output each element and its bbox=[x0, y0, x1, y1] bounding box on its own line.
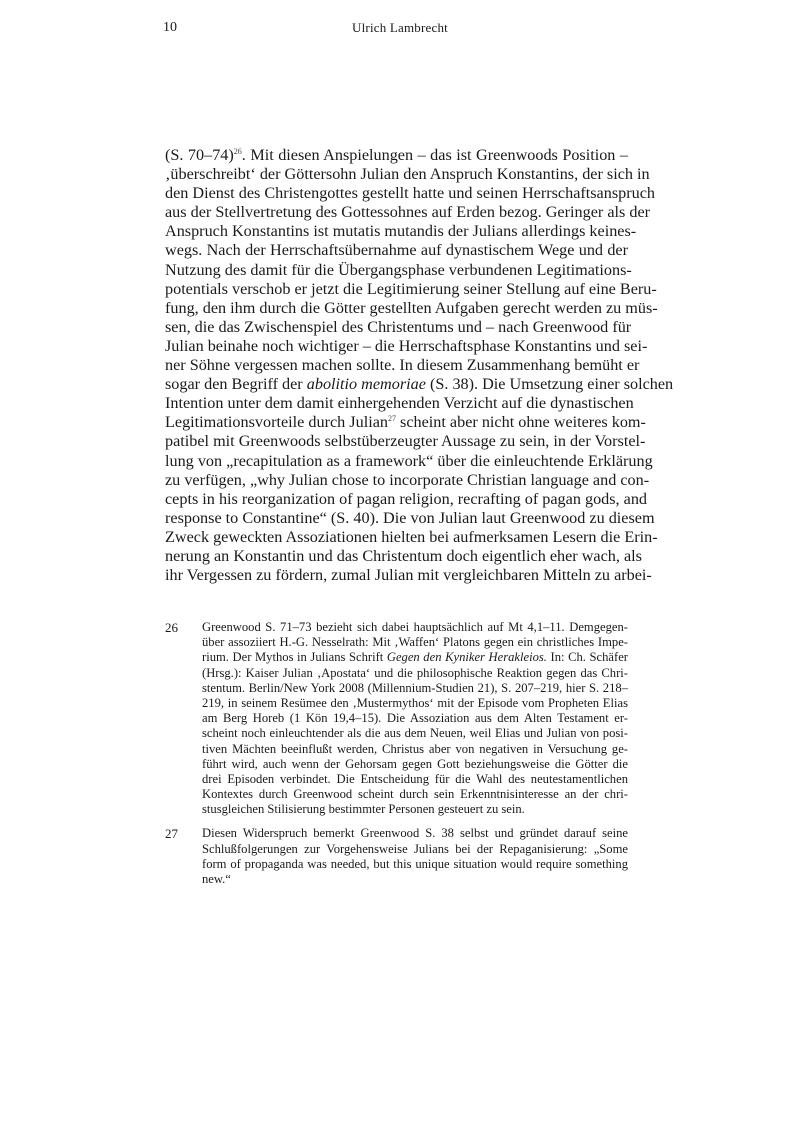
footnote-number: 27 bbox=[165, 826, 178, 842]
text-segment: cepts in his reorganization of pagan religion, recrafting of pagan gods, and bbox=[165, 489, 648, 508]
text-line bbox=[202, 742, 628, 757]
text-line bbox=[165, 375, 674, 394]
text-segment: lung von „recapitulation as a framework“ über die einleuchtende Erklärung bbox=[165, 451, 653, 470]
text-line bbox=[202, 620, 628, 635]
text-segment: rium. Der Mythos in Julians Schrift bbox=[202, 650, 387, 665]
text-segment: 219, in seinem Resümee den ‚Mustermythos‘ mit der Episode vom Propheten Elias bbox=[202, 695, 628, 710]
text-segment: sen, die das Zwischenspiel des Christentums und – nach Greenwood für bbox=[165, 317, 632, 336]
text-segment: ‚überschreibt‘ der Göttersohn Julian den Anspruch Konstantins, der sich in bbox=[165, 165, 650, 184]
text-segment: Intention unter dem damit einhergehenden Verzicht auf die dynastischen bbox=[165, 394, 634, 413]
text-segment: In: Ch. Schäfer bbox=[546, 650, 628, 665]
page-number: 10 bbox=[163, 20, 177, 35]
text-segment: wegs. Nach der Herrschaftsübernahme auf dynastischem Wege und der bbox=[165, 241, 628, 260]
text-line bbox=[202, 681, 628, 696]
text-segment: am Berg Horeb (1 Kön 19,4–15). Die Assoziation aus dem Alten Testament er- bbox=[202, 711, 628, 726]
italic-text: Gegen den Kyniker Herakleios. bbox=[386, 650, 547, 665]
running-title: Ulrich Lambrecht bbox=[352, 20, 448, 35]
text-segment: new.“ bbox=[202, 872, 231, 886]
text-segment: Nutzung des damit für die Übergangsphase verbundenen Legitimations- bbox=[165, 260, 632, 279]
text-segment: (Hrsg.): Kaiser Julian ‚Apostata‘ und die philosophische Reaktion gegen das Chri- bbox=[202, 665, 628, 680]
body-text bbox=[165, 146, 674, 585]
text-line bbox=[165, 203, 651, 222]
text-line bbox=[165, 508, 655, 528]
text-segment: Julian beinahe noch wichtiger – die Herrschaftsphase Konstantins und sei- bbox=[165, 336, 648, 355]
text-line bbox=[202, 696, 628, 711]
footnote-text bbox=[202, 620, 628, 817]
text-segment: Schlußfolgerungen zur Vorgehensweise Julians bei der Repaganisierung: „Some bbox=[202, 841, 628, 856]
text-segment: Anspruch Konstantins ist mutatis mutandis der Julians allerdings keines- bbox=[165, 222, 637, 241]
text-line bbox=[165, 260, 632, 280]
text-segment: ihr Vergessen zu fördern, zumal Julian mit vergleichbaren Mitteln zu arbei- bbox=[165, 566, 652, 585]
text-line bbox=[165, 146, 628, 165]
text-segment: nerung an Konstantin und das Christentum doch eigentlich eher wach, als bbox=[165, 546, 642, 565]
text-segment: (S. 70–74) bbox=[165, 146, 234, 164]
text-segment: scheint noch einleuchtender als die aus dem Neuen, weil Elias und Julian von posi- bbox=[202, 726, 628, 741]
text-segment: response to Constantine“ (S. 40). Die von Julian laut Greenwood zu diesem bbox=[165, 508, 655, 527]
text-line bbox=[202, 872, 628, 887]
text-segment: aus der Stellvertretung des Gottessohnes auf Erden bezog. Geringer als der bbox=[165, 203, 651, 222]
text-line bbox=[202, 711, 628, 726]
text-segment: über assoziiert H.-G. Nesselrath: Mit ‚Waffen‘ Platons gegen ein christliches Impe- bbox=[202, 635, 628, 650]
text-line bbox=[165, 451, 653, 471]
text-line bbox=[165, 489, 648, 509]
text-line bbox=[202, 857, 628, 872]
footnote bbox=[165, 826, 628, 887]
text-line bbox=[202, 802, 628, 817]
text-segment: form of propaganda was needed, but this unique situation would require something bbox=[202, 856, 628, 871]
text-line bbox=[165, 279, 657, 299]
text-line bbox=[202, 842, 628, 857]
footnote bbox=[165, 620, 628, 817]
text-segment: stusgleichen Stilisierung bestimmter Personen gesteuert zu sein. bbox=[202, 802, 525, 817]
text-line bbox=[165, 241, 628, 260]
text-line bbox=[202, 787, 628, 802]
text-segment: Legitimationsvorteile durch Julian bbox=[165, 413, 388, 432]
footnote-reference: 27 bbox=[387, 414, 396, 424]
text-segment: Zweck geweckten Assoziationen hielten bei aufmerksamen Lesern die Erin- bbox=[165, 527, 658, 546]
text-line bbox=[165, 336, 648, 356]
footnotes bbox=[165, 620, 628, 896]
text-segment: fung, den ihm durch die Götter gestellten Aufgaben gerecht werden zu müs- bbox=[165, 298, 658, 317]
text-line bbox=[165, 394, 634, 413]
text-segment: (S. 38). Die Umsetzung einer solchen bbox=[425, 375, 674, 394]
text-segment: den Dienst des Christengottes gestellt hatte und seinen Herrschaftsanspruch bbox=[165, 184, 655, 203]
text-segment: scheint aber nicht ohne weiteres kom- bbox=[395, 413, 646, 432]
italic-text: abolitio memoriae bbox=[306, 375, 426, 394]
text-line bbox=[165, 356, 640, 375]
text-line bbox=[165, 566, 652, 585]
text-line bbox=[165, 317, 632, 337]
text-line bbox=[202, 757, 628, 772]
text-segment: drei Episoden verbindet. Die Entscheidung für die Wahl des neutestamentlichen bbox=[202, 771, 628, 786]
text-line bbox=[165, 413, 646, 432]
text-segment: tiven Mächten beeinflußt werden, Christus aber von negativen in Versuchung ge- bbox=[202, 741, 628, 756]
text-line bbox=[202, 666, 628, 681]
text-segment: Greenwood S. 71–73 bezieht sich dabei hauptsächlich auf Mt 4,1–11. Demgegen- bbox=[202, 620, 628, 634]
text-segment: patibel mit Greenwoods selbstüberzeugter Aussage zu sein, in der Vorstel- bbox=[165, 432, 646, 451]
text-line bbox=[165, 470, 650, 490]
text-line bbox=[202, 772, 628, 787]
text-line bbox=[165, 432, 646, 451]
footnote-reference: 26 bbox=[233, 147, 242, 156]
text-line bbox=[202, 826, 628, 841]
text-line bbox=[165, 527, 658, 547]
text-line bbox=[165, 298, 658, 318]
text-segment: . Mit diesen Anspielungen – das ist Greenwoods Position – bbox=[241, 146, 628, 164]
text-line bbox=[165, 222, 637, 241]
text-segment: führt wird, auch wenn der Gehorsam gegen Gott beziehungsweise die Götter die bbox=[202, 756, 628, 771]
text-segment: sogar den Begriff der bbox=[165, 375, 307, 394]
text-segment: potentials verschob er jetzt die Legitimierung seiner Stellung auf eine Beru- bbox=[165, 279, 657, 298]
text-segment: ner Söhne vergessen machen sollte. In diesem Zusammenhang bemüht er bbox=[165, 356, 640, 375]
text-line bbox=[165, 184, 655, 203]
text-line bbox=[202, 726, 628, 741]
text-line bbox=[202, 635, 628, 650]
footnote-number: 26 bbox=[165, 620, 178, 635]
text-line bbox=[202, 650, 628, 665]
text-segment: zu verfügen, „why Julian chose to incorporate Christian language and con- bbox=[165, 470, 650, 489]
text-segment: Diesen Widerspruch bemerkt Greenwood S. 38 selbst und gründet darauf seine bbox=[202, 826, 628, 841]
text-line bbox=[165, 546, 642, 566]
text-line bbox=[165, 165, 650, 184]
text-segment: Kontextes durch Greenwood scheint durch sein Erkenntnisinteresse an der chri- bbox=[202, 787, 628, 802]
text-segment: stentum. Berlin/New York 2008 (Millennium-Studien 21), S. 207–219, hier S. 218– bbox=[202, 680, 628, 695]
footnote-text bbox=[202, 826, 628, 887]
